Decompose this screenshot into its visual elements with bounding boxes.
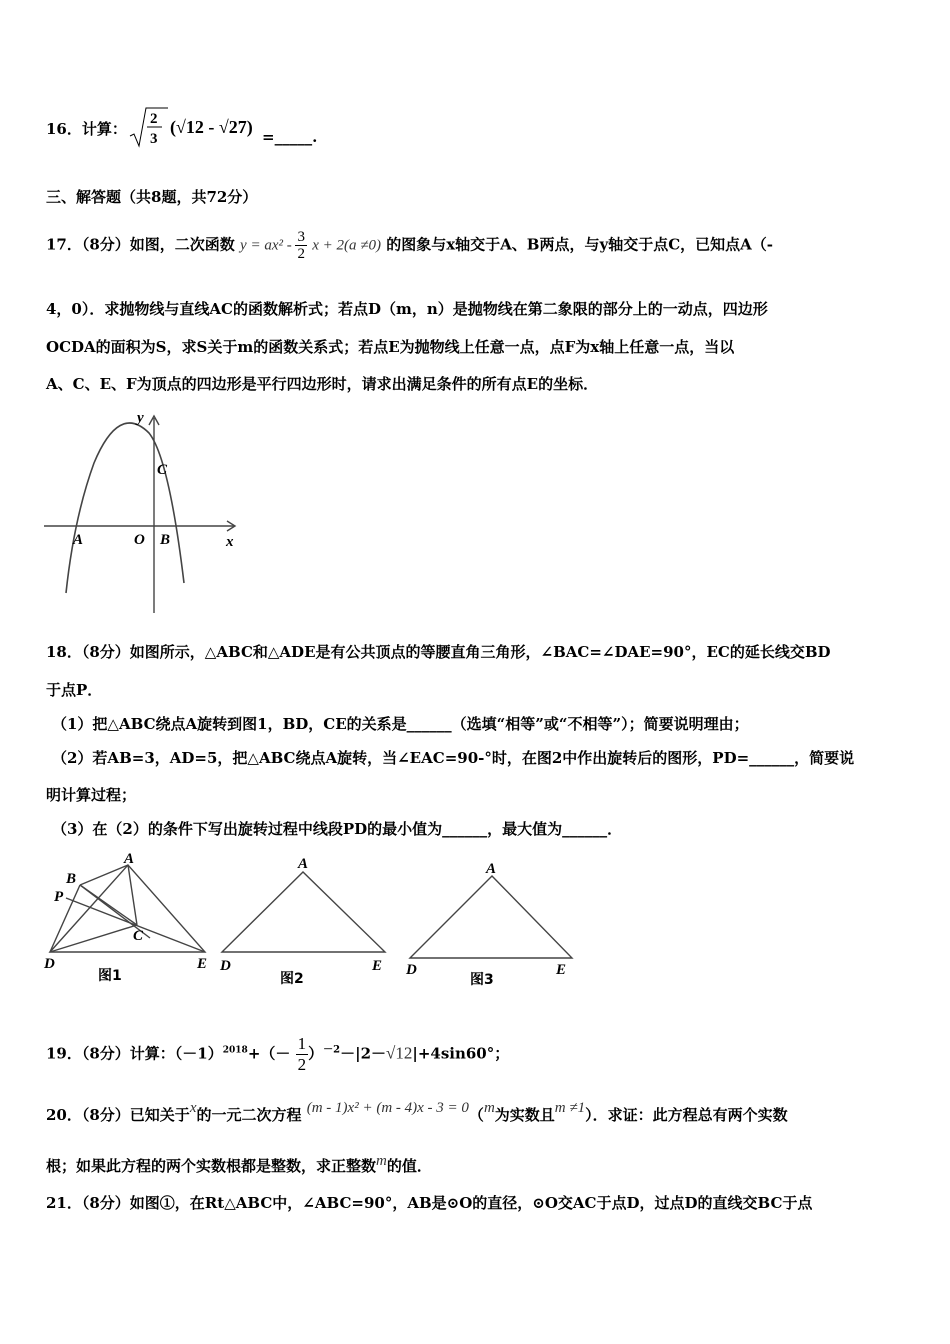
q20-line2 [46, 1155, 432, 1176]
q16-sqrt-den: 3 [150, 131, 158, 147]
q17-line4: A、C、E、F为顶点的四边形是平行四边形时，请求出满足条件的所有点E的坐标． [46, 375, 599, 393]
q17-frac [295, 229, 307, 262]
q16-suffix-line [262, 128, 317, 146]
q18-line6: （3）在（2）的条件下写出旋转过程中线段PD的最小值为______，最大值为______． [52, 820, 623, 838]
q20-line2-b: 的值． [386, 1157, 432, 1175]
fig1-P: P [54, 889, 64, 905]
fig1-A: A [124, 851, 135, 867]
q19-d: －|2－ [340, 1044, 387, 1063]
fig3-E: E [556, 962, 567, 978]
q19-frac [296, 1034, 309, 1075]
q16 [46, 118, 127, 139]
label-x: x [226, 534, 234, 550]
q20-a: 20．（8分）已知关于 [46, 1106, 190, 1124]
fig2-caption: 图2 [280, 971, 304, 987]
section3-title: 三、解答题（共8题，共72分） [46, 188, 258, 206]
label-B: B [160, 532, 171, 548]
fig1-B: B [66, 871, 77, 887]
q20-d: 为实数且 [494, 1106, 555, 1124]
parabola [66, 423, 184, 593]
q17-formula-b: x + 2(a ≠0) [312, 237, 381, 254]
q16-sqrt-num: 2 [150, 111, 158, 127]
label-C: C [157, 462, 168, 478]
q16-prefix: 16．计算： [46, 120, 127, 138]
q19-a: 19．（8分）计算：（－1） [46, 1044, 223, 1063]
q20-c: （ [468, 1106, 484, 1124]
q19-e: |+4sin60°； [412, 1044, 510, 1063]
label-y: y [137, 410, 144, 426]
fig2-D: D [220, 958, 231, 974]
q17-figure [44, 408, 244, 618]
q20-line2-a: 根；如果此方程的两个实数根都是整数，求正整数 [46, 1157, 377, 1175]
q20-b: 的一元二次方程 [196, 1106, 302, 1124]
fig3-caption: 图3 [470, 972, 494, 988]
fig3-A: A [486, 861, 497, 877]
fig1-C: C [133, 928, 144, 944]
label-A: A [73, 532, 84, 548]
q19-line [46, 1034, 509, 1075]
q18-line5: 明计算过程； [46, 786, 137, 804]
fig2-E: E [372, 958, 383, 974]
fig3-triangle [410, 876, 572, 958]
q16-expression [128, 102, 278, 152]
q18-line3: （1）把△ABC绕点A旋转到图1，BD，CE的关系是______（选填“相等”或“不相等”）；简要说明理由； [52, 715, 749, 733]
q17-line1 [46, 229, 773, 262]
label-O: O [134, 532, 145, 548]
q17-line1a: 17．（8分）如图，二次函数 [46, 235, 235, 254]
q17-formula: y = ax² - [240, 237, 296, 254]
q17-line2: 4，0）．求抛物线与直线AC的函数解析式；若点D（m，n）是抛物线在第二象限的部分上的一动点，四边形 [46, 300, 768, 318]
q19-frac-num: 1 [297, 1034, 307, 1053]
q20-line1 [46, 1100, 788, 1125]
q20-line2-m: m [376, 1153, 387, 1169]
q21-line1: 21．（8分）如图①，在Rt△ABC中，∠ABC=90°，AB是⊙O的直径，⊙O交AC于点D，过点D的直线交BC于点 [46, 1194, 813, 1212]
q18-figures [40, 850, 580, 990]
q17-line1b: 的图象与x轴交于A、B两点，与y轴交于点C，已知点A（- [386, 235, 773, 254]
q16-inner: (√12 - √27) [170, 117, 253, 137]
q17-frac-num: 3 [297, 229, 305, 245]
fig2-triangle [222, 872, 385, 952]
q18-line1: 18．（8分）如图所示，△ABC和△ADE是有公共顶点的等腰直角三角形，∠BAC=∠DAE=90°，EC的延长线交BD [46, 643, 831, 661]
q20-m: m [483, 1100, 495, 1116]
q19-exp1: 2018 [222, 1045, 248, 1056]
q20-x: x [189, 1100, 197, 1116]
q19-exp2: －2 [323, 1044, 341, 1056]
fig1-D: D [44, 956, 55, 972]
fig3-D: D [406, 962, 417, 978]
fig2-A: A [298, 856, 309, 872]
q17-frac-den: 2 [297, 246, 305, 262]
fig1-E: E [197, 956, 208, 972]
q18-line4: （2）若AB=3，AD=5，把△ABC绕点A旋转，当∠EAC=90-°时，在图2中作出旋转后的图形，PD=______，简要说 [52, 749, 855, 767]
q19-frac-den: 2 [297, 1055, 307, 1074]
q19-sqrt: √12 [386, 1043, 413, 1063]
q18-line2: 于点P． [46, 681, 103, 699]
q20-e: ）．求证：此方程总有两个实数 [585, 1106, 788, 1124]
fig1-caption: 图1 [98, 968, 122, 984]
q16-suffix: =_____. [262, 128, 318, 146]
q17-line3: OCDA的面积为S，求S关于m的函数关系式；若点E为抛物线上任意一点，点F为x轴上任意一点，当以 [46, 338, 735, 356]
q19-b: +（－ [247, 1044, 291, 1063]
q20-eq: (m - 1)x² + (m - 4)x - 3 = 0 [306, 1100, 469, 1116]
q19-c: ） [308, 1044, 324, 1063]
q20-cond: m ≠1 [554, 1100, 586, 1116]
